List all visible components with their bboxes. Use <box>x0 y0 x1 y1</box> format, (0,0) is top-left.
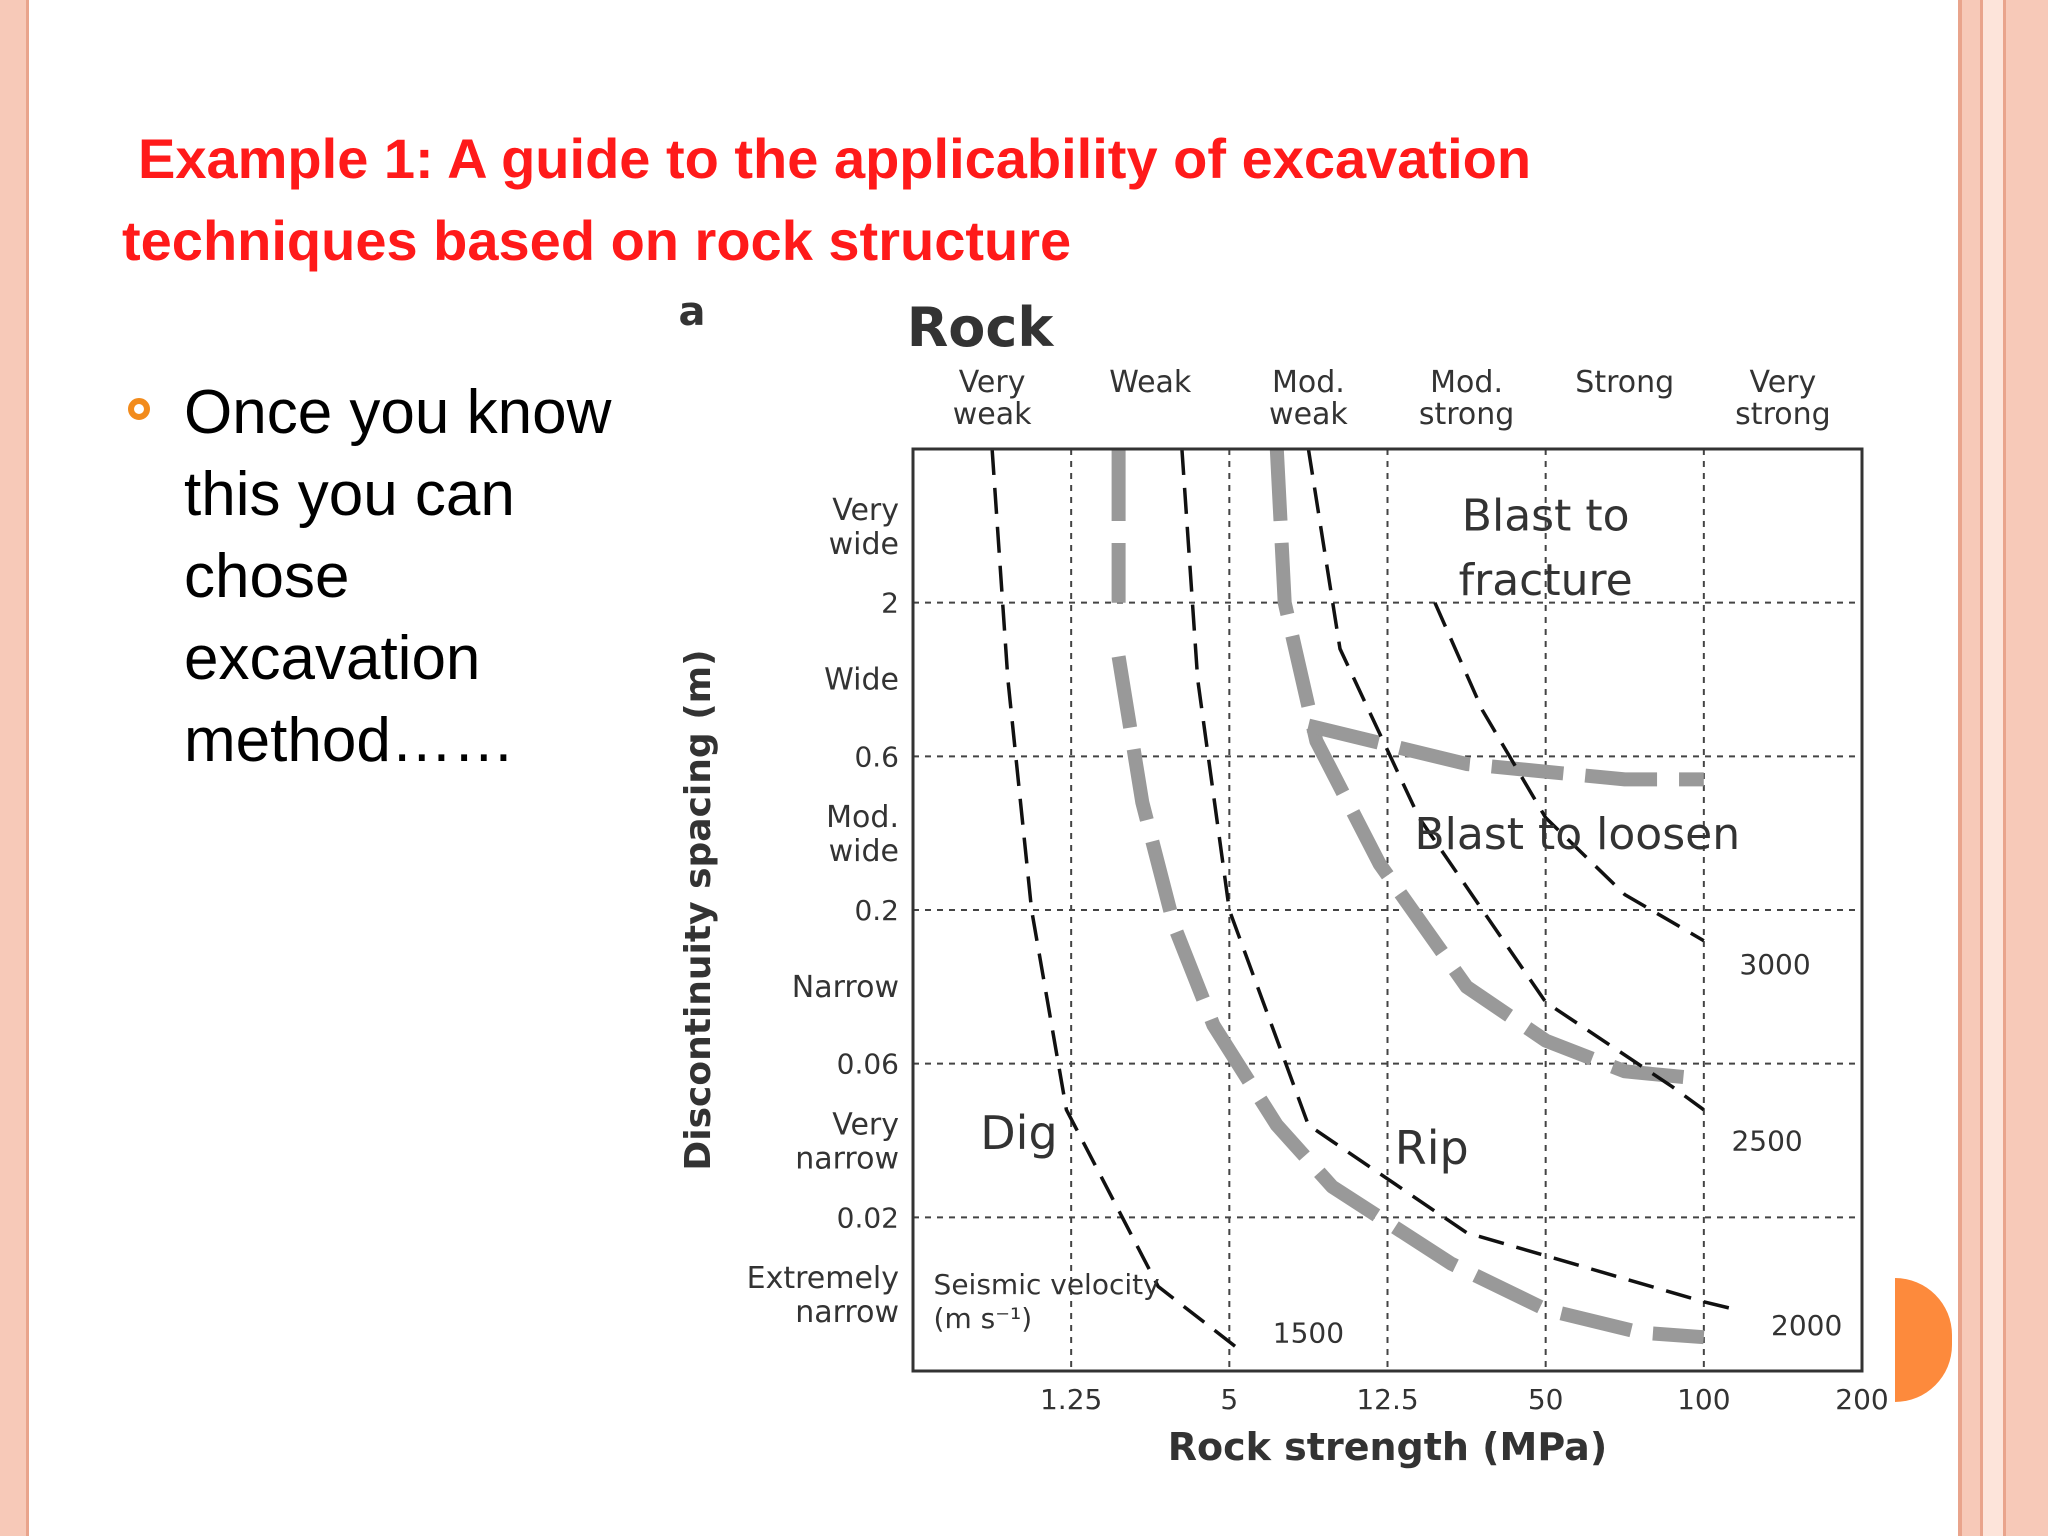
strength-class-label: strong <box>1735 397 1831 432</box>
spacing-class-label: narrow <box>795 1295 899 1331</box>
region-label-blast-to-fracture-line2: fracture <box>1458 554 1633 606</box>
spacing-class-label: Extremely <box>746 1261 899 1297</box>
seismic-velocity-unit: (m s⁻¹) <box>933 1301 1033 1335</box>
bullet-text: Once you know this you can chose excavation method…… <box>184 378 612 775</box>
x-tick-label: 5 <box>1220 1383 1239 1416</box>
seismic-label-3000: 3000 <box>1739 947 1811 981</box>
spacing-class-label: Wide <box>824 662 899 698</box>
strength-class-label: weak <box>952 397 1032 432</box>
y-tick-label: 0.6 <box>854 740 899 774</box>
seismic-label-2500: 2500 <box>1731 1124 1803 1158</box>
y-tick-label: 0.2 <box>854 894 899 927</box>
strength-class-label: Very <box>958 365 1026 400</box>
y-tick-label: 0.06 <box>836 1047 899 1081</box>
boundary-curve <box>1277 449 1704 1079</box>
spacing-class-label: Narrow <box>791 969 899 1005</box>
slide-title-line-2: techniques based on rock structure <box>122 209 1072 272</box>
seismic-label-1500: 1500 <box>1272 1316 1345 1350</box>
seismic-curve-3000 <box>1435 603 1704 941</box>
chart-title: Rock <box>906 296 1054 359</box>
strength-class-label: strong <box>1418 397 1515 432</box>
seismic-label-2000: 2000 <box>1771 1308 1843 1342</box>
region-label-blast-to-fracture-line1: Blast to <box>1461 490 1630 542</box>
spacing-class-label: Very <box>832 492 899 528</box>
region-label-rip: Rip <box>1394 1121 1469 1176</box>
spacing-class-label: Mod. <box>826 800 899 836</box>
spacing-class-label: narrow <box>795 1141 899 1177</box>
panel-label: a <box>678 289 706 335</box>
boundary-curve <box>1119 657 1704 1338</box>
y-tick-label: 2 <box>881 586 899 620</box>
seismic-velocity-note: Seismic velocity <box>933 1268 1160 1302</box>
spacing-class-label: wide <box>828 526 899 562</box>
spacing-class-label: Very <box>832 1107 899 1143</box>
x-tick-label: 50 <box>1527 1383 1564 1416</box>
region-label-blast-to-loosen: Blast to loosen <box>1414 809 1741 861</box>
region-label-dig: Dig <box>980 1105 1058 1160</box>
y-tick-label: 0.02 <box>836 1201 899 1235</box>
spacing-class-label: wide <box>828 834 899 870</box>
strength-class-label: Mod. <box>1430 365 1503 400</box>
strength-class-label: Very <box>1749 365 1817 400</box>
x-tick-label: 12.5 <box>1356 1383 1419 1416</box>
strength-class-label: weak <box>1269 397 1348 432</box>
strength-class-label: Strong <box>1575 365 1675 400</box>
slide-title-line-1: Example 1: A guide to the applicability of excavation <box>138 127 1532 190</box>
x-tick-label: 100 <box>1677 1383 1731 1416</box>
x-tick-label: 200 <box>1835 1383 1889 1416</box>
strength-class-label: Mod. <box>1272 365 1345 400</box>
x-axis-label: Rock strength (MPa) <box>1167 1425 1608 1469</box>
y-axis-label: Discontinuity spacing (m) <box>678 649 719 1171</box>
x-tick-label: 1.25 <box>1039 1383 1103 1416</box>
strength-class-label: Weak <box>1109 365 1192 400</box>
